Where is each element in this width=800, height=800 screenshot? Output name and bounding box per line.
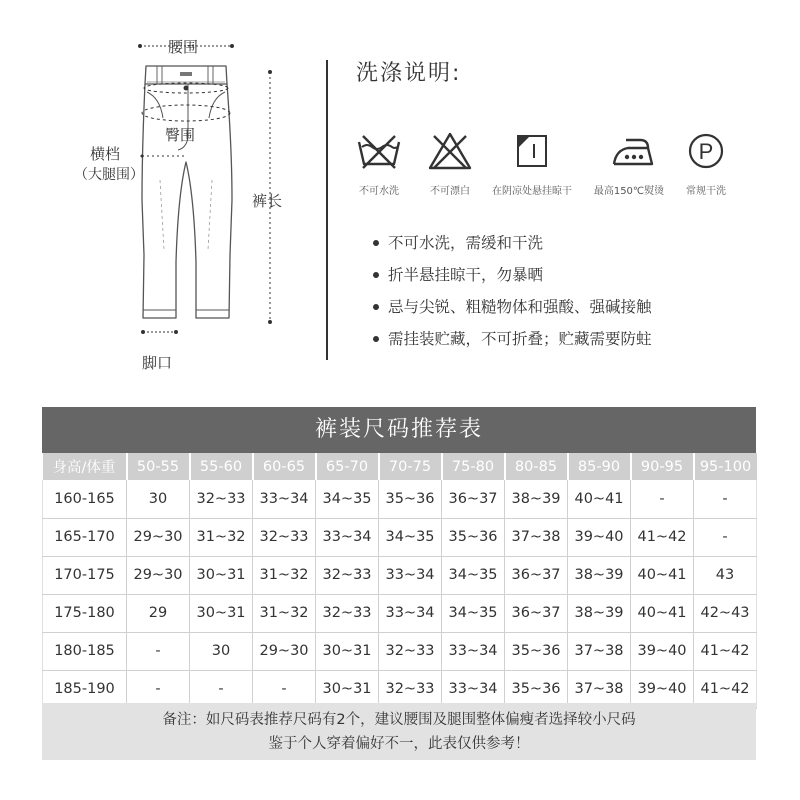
- size-cell: 32~33: [379, 670, 442, 708]
- note-line-2: 鉴于个人穿着偏好不一，此表仅供参考！: [268, 736, 530, 752]
- header-weight-range: 50-55: [127, 453, 190, 480]
- table-note: [42, 703, 756, 760]
- size-cell: 30~31: [316, 670, 379, 708]
- height-range-cell: 180-185: [43, 632, 127, 670]
- size-cell: -: [694, 518, 757, 556]
- size-cell: 35~36: [505, 632, 568, 670]
- bullet-icon: [373, 304, 379, 310]
- size-cell: 34~35: [442, 556, 505, 594]
- size-cell: 33~34: [253, 480, 316, 518]
- table-row: [43, 632, 757, 670]
- care-tip: 忌与尖锐、粗糙物体和强酸、强碱接触: [370, 296, 652, 328]
- size-cell: 39~40: [568, 518, 631, 556]
- hem-label: 脚口: [142, 354, 173, 372]
- size-cell: 35~36: [379, 480, 442, 518]
- length-label: 裤长: [252, 192, 283, 210]
- size-cell: 40~41: [631, 594, 694, 632]
- iron-150-icon: [610, 130, 658, 172]
- size-cell: 29~30: [253, 632, 316, 670]
- table-row: [43, 556, 757, 594]
- header-weight-range: 90-95: [631, 453, 694, 480]
- header-weight-range: 95-100: [694, 453, 757, 480]
- size-cell: 32~33: [379, 632, 442, 670]
- size-cell: -: [127, 670, 190, 708]
- size-cell: 29~30: [127, 556, 190, 594]
- size-cell: 32~33: [316, 594, 379, 632]
- size-cell: 30: [190, 632, 253, 670]
- size-cell: 40~41: [568, 480, 631, 518]
- shade-line-dry-icon: [508, 130, 556, 172]
- care-tips-list: [370, 232, 652, 360]
- size-cell: 36~37: [505, 556, 568, 594]
- size-cell: 29~30: [127, 518, 190, 556]
- size-cell: 34~35: [379, 518, 442, 556]
- size-cell: 37~38: [568, 632, 631, 670]
- size-cell: 36~37: [442, 480, 505, 518]
- size-cell: 33~34: [316, 518, 379, 556]
- height-range-cell: 170-175: [43, 556, 127, 594]
- table-header-row: [43, 453, 757, 480]
- table-row: [43, 518, 757, 556]
- svg-text:P: P: [698, 139, 714, 164]
- size-cell: 30~31: [316, 632, 379, 670]
- size-cell: 35~36: [505, 670, 568, 708]
- size-cell: -: [127, 632, 190, 670]
- size-cell: 33~34: [442, 632, 505, 670]
- size-cell: 31~32: [253, 556, 316, 594]
- note-line-1: 备注：如尺码表推荐尺码有2个，建议腰围及腿围整体偏瘦者选择较小尺码: [162, 712, 636, 728]
- size-cell: 37~38: [505, 518, 568, 556]
- size-cell: 30~31: [190, 594, 253, 632]
- section-divider: [326, 60, 328, 360]
- size-chart-title: 裤装尺码推荐表: [42, 407, 756, 453]
- care-tip: 需挂装贮藏，不可折叠；贮藏需要防蛀: [370, 328, 652, 360]
- header-weight-range: 80-85: [505, 453, 568, 480]
- size-cell: 41~42: [694, 670, 757, 708]
- dry-clean-p-icon: [682, 130, 730, 172]
- iron-caption: 最高150℃熨烫: [593, 186, 665, 197]
- size-cell: 43: [694, 556, 757, 594]
- table-row: [43, 480, 757, 518]
- size-cell: 32~33: [316, 556, 379, 594]
- size-cell: 30~31: [190, 556, 253, 594]
- no-wash-caption: 不可水洗: [359, 186, 399, 197]
- size-cell: 32~33: [190, 480, 253, 518]
- bullet-icon: [373, 240, 379, 246]
- height-range-cell: 175-180: [43, 594, 127, 632]
- pants-measurement-diagram: [0, 0, 320, 380]
- size-cell: 30: [127, 480, 190, 518]
- bullet-icon: [373, 272, 379, 278]
- size-cell: 41~42: [694, 632, 757, 670]
- header-weight-range: 70-75: [379, 453, 442, 480]
- size-cell: -: [190, 670, 253, 708]
- size-cell: -: [631, 480, 694, 518]
- size-cell: 33~34: [379, 594, 442, 632]
- size-cell: 41~42: [631, 518, 694, 556]
- no-bleach-icon: [426, 130, 474, 172]
- size-cell: 31~32: [190, 518, 253, 556]
- table-row: [43, 594, 757, 632]
- size-cell: 34~35: [442, 594, 505, 632]
- header-weight-range: 60-65: [253, 453, 316, 480]
- size-cell: 29: [127, 594, 190, 632]
- size-cell: 36~37: [505, 594, 568, 632]
- header-weight-range: 55-60: [190, 453, 253, 480]
- size-table: [42, 453, 757, 709]
- care-tip: 折半悬挂晾干，勿暴晒: [370, 264, 652, 296]
- size-cell: 38~39: [505, 480, 568, 518]
- shade-line-dry-caption: 在阴凉处悬挂晾干: [492, 186, 572, 197]
- height-range-cell: 165-170: [43, 518, 127, 556]
- care-tip: 不可水洗，需缓和干洗: [370, 232, 652, 264]
- height-range-cell: 185-190: [43, 670, 127, 708]
- no-bleach-caption: 不可漂白: [430, 186, 470, 197]
- size-cell: 31~32: [253, 594, 316, 632]
- thigh-label-sub: （大腿围）: [74, 167, 144, 183]
- care-title: 洗涤说明:: [356, 61, 462, 86]
- size-cell: 35~36: [442, 518, 505, 556]
- size-cell: 37~38: [568, 670, 631, 708]
- header-weight-range: 85-90: [568, 453, 631, 480]
- size-chart: [42, 407, 756, 760]
- header-height-weight: 身高/体重: [43, 453, 127, 480]
- hip-label: 臀围: [165, 126, 196, 144]
- size-cell: 38~39: [568, 556, 631, 594]
- height-range-cell: 160-165: [43, 480, 127, 518]
- thigh-label: 横档: [90, 145, 121, 163]
- size-cell: 40~41: [631, 556, 694, 594]
- size-cell: 32~33: [253, 518, 316, 556]
- size-cell: 39~40: [631, 632, 694, 670]
- header-weight-range: 65-70: [316, 453, 379, 480]
- size-cell: 38~39: [568, 594, 631, 632]
- size-cell: 39~40: [631, 670, 694, 708]
- no-wash-icon: [355, 130, 403, 172]
- waist-label: 腰围: [168, 38, 199, 56]
- size-cell: 33~34: [379, 556, 442, 594]
- header-weight-range: 75-80: [442, 453, 505, 480]
- size-cell: 33~34: [442, 670, 505, 708]
- size-cell: 34~35: [316, 480, 379, 518]
- bullet-icon: [373, 336, 379, 342]
- size-cell: -: [253, 670, 316, 708]
- dry-clean-caption: 常规干洗: [686, 186, 726, 197]
- size-cell: 42~43: [694, 594, 757, 632]
- size-cell: -: [694, 480, 757, 518]
